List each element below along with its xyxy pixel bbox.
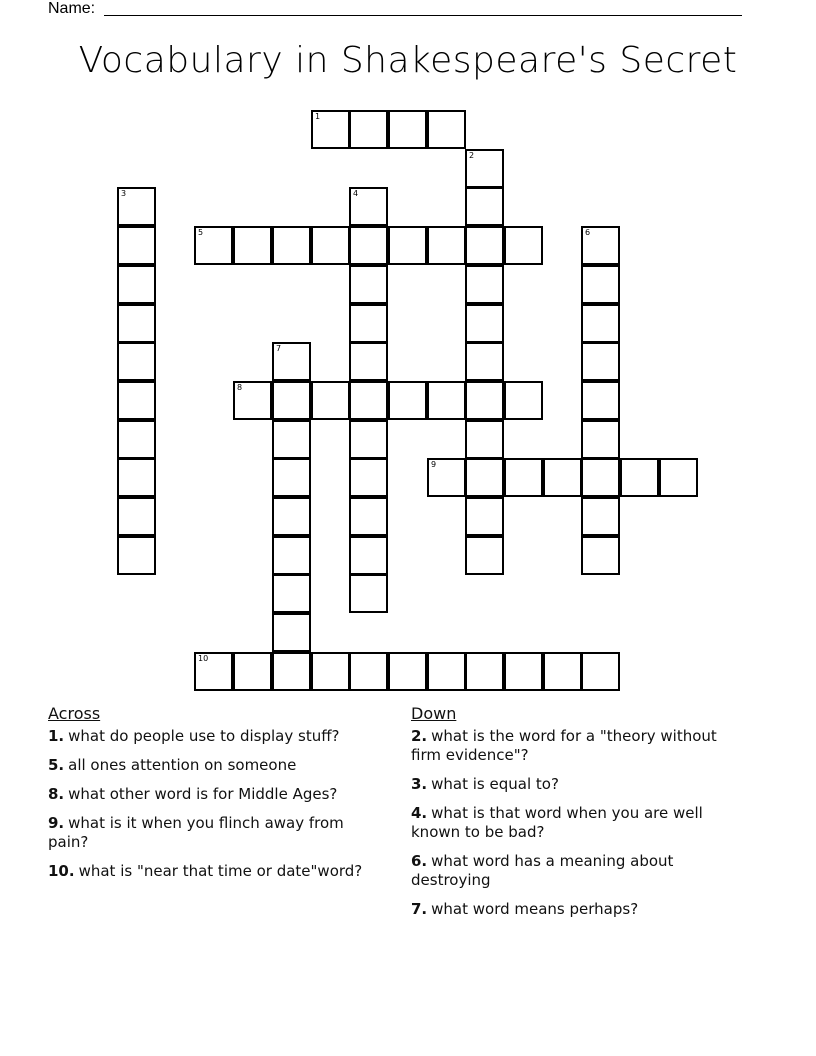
grid-cell[interactable] — [581, 265, 620, 304]
grid-cell[interactable] — [465, 458, 504, 497]
grid-cell[interactable] — [427, 381, 466, 420]
clue-down-4: 4. what is that word when you are well known to be bad? — [411, 804, 703, 841]
grid-cell[interactable] — [581, 652, 620, 691]
grid-cell[interactable] — [388, 110, 427, 149]
grid-cell[interactable] — [272, 420, 311, 459]
grid-cell[interactable] — [581, 458, 620, 497]
grid-cell[interactable] — [117, 226, 156, 265]
clue-number: 7 — [276, 344, 282, 353]
grid-cell[interactable] — [465, 381, 504, 420]
grid-cell[interactable] — [272, 613, 311, 652]
grid-cell[interactable] — [465, 304, 504, 343]
grid-cell[interactable] — [465, 226, 504, 265]
clue-number: 10 — [198, 654, 209, 663]
grid-cell[interactable] — [581, 381, 620, 420]
grid-cell[interactable] — [272, 652, 311, 691]
grid-cell[interactable] — [117, 342, 156, 381]
grid-cell[interactable] — [543, 458, 582, 497]
grid-cell[interactable] — [272, 536, 311, 575]
clue-number: 8 — [237, 383, 243, 392]
grid-cell[interactable] — [581, 304, 620, 343]
grid-cell[interactable] — [272, 458, 311, 497]
grid-cell[interactable] — [117, 187, 156, 226]
grid-cell[interactable] — [233, 381, 272, 420]
name-label: Name: — [48, 0, 96, 17]
grid-cell[interactable] — [117, 536, 156, 575]
grid-cell[interactable] — [504, 458, 543, 497]
clue-down-7: 7. what word means perhaps? — [411, 900, 639, 918]
grid-cell[interactable] — [504, 652, 543, 691]
clue-down-2: 2. what is the word for a "theory without firm evidence"? — [411, 727, 717, 764]
grid-cell[interactable] — [465, 342, 504, 381]
grid-cell[interactable] — [465, 265, 504, 304]
grid-cell[interactable] — [427, 652, 466, 691]
grid-cell[interactable] — [349, 536, 388, 575]
clue-across-9: 9. what is it when you flinch away from pain? — [48, 814, 344, 851]
grid-cell[interactable] — [504, 226, 543, 265]
grid-cell[interactable] — [543, 652, 582, 691]
clue-number: 6 — [585, 228, 591, 237]
grid-cell[interactable] — [465, 187, 504, 226]
clue-down-3: 3. what is equal to? — [411, 775, 559, 793]
grid-cell[interactable] — [659, 458, 698, 497]
grid-cell[interactable] — [349, 574, 388, 613]
grid-cell[interactable] — [349, 458, 388, 497]
grid-cell[interactable] — [311, 381, 350, 420]
grid-cell[interactable] — [388, 226, 427, 265]
grid-cell[interactable] — [349, 187, 388, 226]
grid-cell[interactable] — [504, 381, 543, 420]
grid-cell[interactable] — [233, 652, 272, 691]
grid-cell[interactable] — [581, 536, 620, 575]
grid-cell[interactable] — [311, 226, 350, 265]
across-heading: Across — [48, 704, 101, 723]
grid-cell[interactable] — [233, 226, 272, 265]
grid-cell[interactable] — [117, 420, 156, 459]
grid-cell[interactable] — [620, 458, 659, 497]
grid-cell[interactable] — [581, 226, 620, 265]
grid-cell[interactable] — [117, 265, 156, 304]
clue-number: 1 — [315, 112, 321, 121]
grid-cell[interactable] — [272, 381, 311, 420]
grid-cell[interactable] — [311, 110, 350, 149]
grid-cell[interactable] — [194, 226, 233, 265]
grid-cell[interactable] — [465, 149, 504, 188]
across-clues — [48, 704, 378, 891]
grid-cell[interactable] — [427, 226, 466, 265]
clue-number: 5 — [198, 228, 204, 237]
grid-cell[interactable] — [581, 420, 620, 459]
grid-cell[interactable] — [427, 110, 466, 149]
clue-across-1: 1. what do people use to display stuff? — [48, 727, 340, 745]
down-clues — [411, 704, 741, 929]
grid-cell[interactable] — [194, 652, 233, 691]
name-field — [48, 0, 742, 18]
down-heading: Down — [411, 704, 457, 723]
name-underline — [104, 15, 742, 16]
clue-number: 4 — [353, 189, 359, 198]
grid-cell[interactable] — [272, 226, 311, 265]
grid-cell[interactable] — [349, 342, 388, 381]
clue-across-10: 10. what is "near that time or date"word? — [48, 862, 363, 880]
grid-cell[interactable] — [581, 497, 620, 536]
grid-cell[interactable] — [465, 497, 504, 536]
clue-number: 3 — [121, 189, 127, 198]
clue-number: 2 — [469, 151, 475, 160]
grid-cell[interactable] — [349, 110, 388, 149]
grid-cell[interactable] — [581, 342, 620, 381]
grid-cell[interactable] — [349, 497, 388, 536]
grid-cell[interactable] — [272, 574, 311, 613]
grid-cell[interactable] — [465, 536, 504, 575]
grid-cell[interactable] — [349, 265, 388, 304]
page-title: Vocabulary in Shakespeare's Secret — [78, 40, 738, 81]
grid-cell[interactable] — [349, 304, 388, 343]
grid-cell[interactable] — [117, 381, 156, 420]
grid-cell[interactable] — [427, 458, 466, 497]
grid-cell[interactable] — [349, 420, 388, 459]
grid-cell[interactable] — [349, 381, 388, 420]
grid-cell[interactable] — [311, 652, 350, 691]
grid-cell[interactable] — [272, 342, 311, 381]
clue-across-8: 8. what other word is for Middle Ages? — [48, 785, 338, 803]
clue-across-5: 5. all ones attention on someone — [48, 756, 297, 774]
grid-cell[interactable] — [388, 652, 427, 691]
grid-cell[interactable] — [117, 497, 156, 536]
grid-cell[interactable] — [465, 652, 504, 691]
clue-down-6: 6. what word has a meaning about destroying — [411, 852, 674, 889]
grid-cell[interactable] — [349, 652, 388, 691]
grid-cell[interactable] — [349, 226, 388, 265]
grid-cell[interactable] — [117, 304, 156, 343]
clue-number: 9 — [431, 460, 437, 469]
grid-cell[interactable] — [465, 420, 504, 459]
grid-cell[interactable] — [388, 381, 427, 420]
grid-cell[interactable] — [117, 458, 156, 497]
grid-cell[interactable] — [272, 497, 311, 536]
